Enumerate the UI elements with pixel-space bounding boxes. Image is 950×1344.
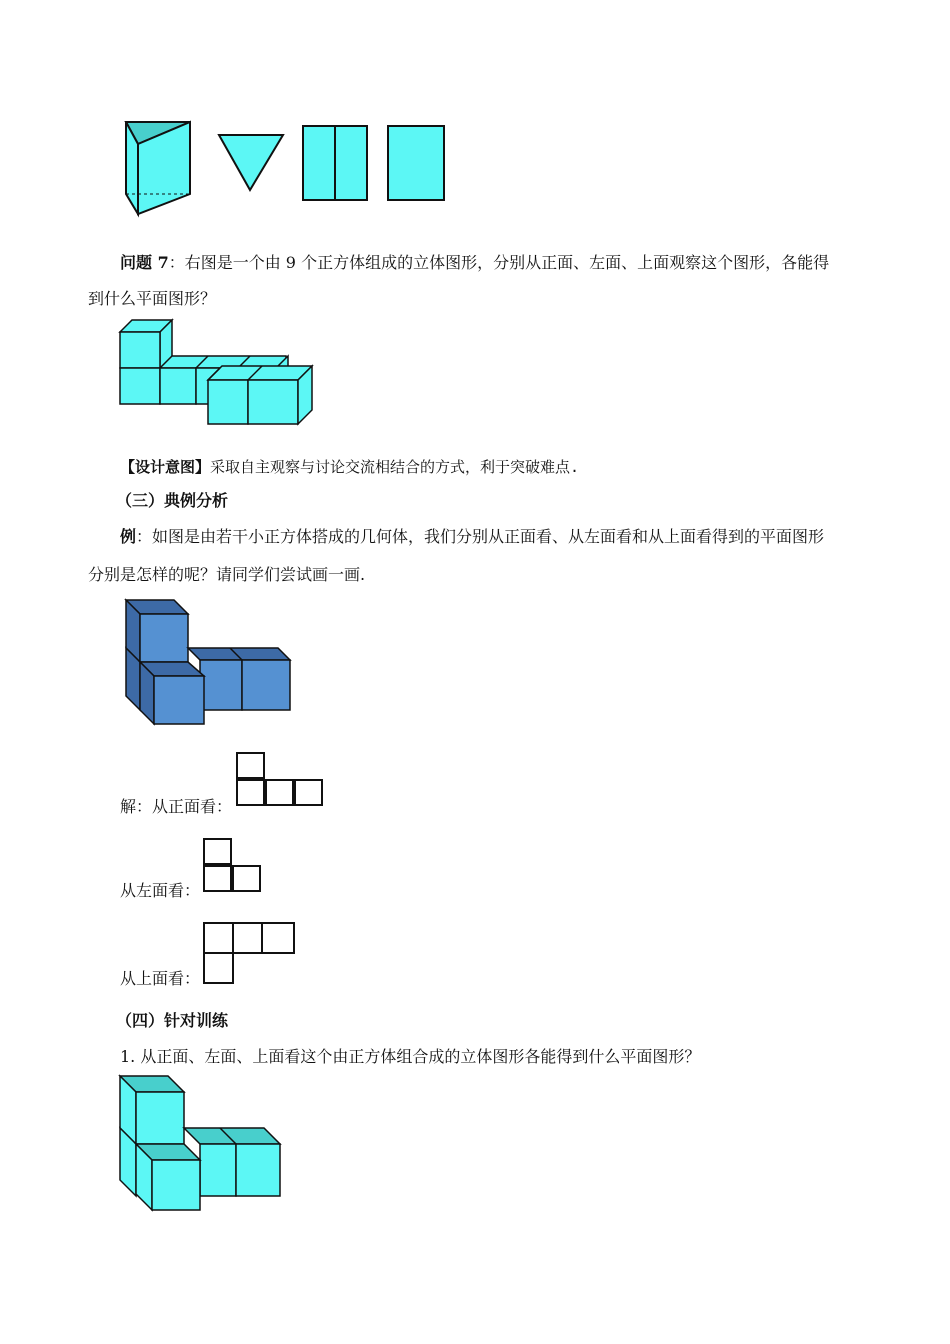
q7-line2: 到什么平面图形？ — [88, 289, 217, 308]
rect-view — [386, 124, 446, 202]
grid-cell — [203, 952, 234, 984]
triangle-view — [216, 132, 286, 194]
prism-figure — [118, 114, 198, 218]
example-line2: 分别是怎样的呢？请同学们尝试画一画. — [88, 565, 366, 584]
grid-cell — [236, 779, 265, 806]
left-view-label: 从左面看： — [120, 881, 201, 900]
section4-title: （四）针对训练 — [116, 1011, 229, 1030]
top-view-label: 从上面看： — [120, 969, 201, 988]
front-view-grid — [236, 752, 326, 810]
grid-cell — [261, 922, 295, 954]
cyan-cube-figure — [116, 1074, 286, 1214]
nine-cube-figure — [116, 318, 320, 430]
section3-title: （三）典例分析 — [116, 491, 229, 510]
grid-cell — [265, 779, 294, 806]
grid-cell — [236, 752, 265, 779]
grid-cell — [232, 922, 263, 954]
grid-cell — [203, 865, 232, 892]
front-view-label: 解：从正面看： — [120, 797, 233, 816]
example-line1 — [120, 526, 824, 548]
q7-line1 — [120, 252, 829, 274]
q7-text-1: ：右图是一个由 9 个正方体组成的立体图形，分别从正面、左面、上面观察这个图形，各能得 — [168, 253, 830, 272]
exercise1-text: 1. 从正面、左面、上面看这个由正方体组合成的立体图形各能得到什么平面图形？ — [120, 1047, 701, 1066]
grid-cell — [203, 838, 232, 865]
example-text-1: ：如图是由若干小正方体搭成的几何体，我们分别从正面看、从左面看和从上面看得到的平面图形 — [136, 527, 825, 546]
grid-cell — [203, 922, 234, 954]
design-intent-text: 采取自主观察与讨论交流相结合的方式，利于突破难点. — [210, 458, 580, 476]
design-intent-label: 【设计意图】 — [120, 458, 211, 476]
double-rect-view — [301, 124, 371, 202]
top-view-grid — [203, 922, 295, 984]
q7-label: 问题 7 — [120, 253, 169, 272]
example-label: 例 — [120, 527, 137, 546]
grid-cell — [294, 779, 323, 806]
design-intent — [120, 456, 579, 478]
left-view-grid — [203, 838, 265, 896]
blue-cube-figure — [122, 598, 294, 726]
grid-cell — [232, 865, 261, 892]
